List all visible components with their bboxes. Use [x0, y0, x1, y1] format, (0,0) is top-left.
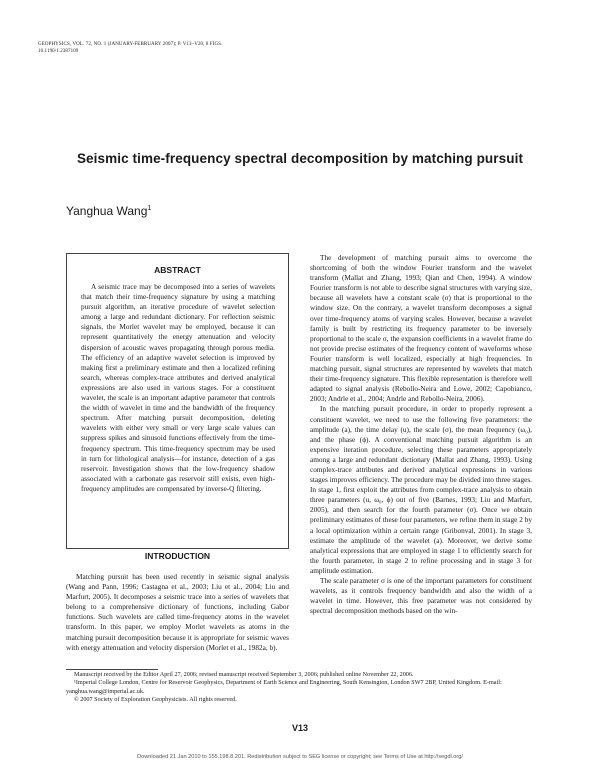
download-notice: Downloaded 21 Jan 2010 to 155.198.8.201. Redistribution subject to SEG license or copyright; see Terms of Use at http://segdl.org/	[137, 754, 463, 760]
author	[66, 204, 151, 218]
journal-header	[38, 42, 222, 55]
footnotes	[66, 671, 532, 705]
body-paragraph: The scale parameter σ is one of the important parameters for constituent wavelets, as it controls frequency bandwidth and also the width of a wavelet in time. However, this free parameter was not considered by spectral decomposition methods based on the win-	[310, 576, 532, 616]
paper-title: Seismic time-frequency spectral decomposition by matching pursuit	[76, 151, 524, 166]
abstract-text: A seismic trace may be decomposed into a series of wavelets that match their time-frequency signature by using a matching pursuit algorithm, an iterative procedure of wavelet selection among a large and redundant dictionary. For reflection seismic signals, the Morlet wavelet may be employed, because it can represent quantitatively the energy attenuation and velocity dispersion of acoustic waves propagating through porous media. The efficiency of an adaptive wavelet selection is improved by making first a preliminary estimate and then a localized refining search, whereas complex-trace attributes and derived analytical expressions are also used in various stages. For a constituent wavelet, the scale is an important adaptive parameter that controls the width of wavelet in time and the bandwidth of the frequency spectrum. After matching pursuit decomposition, deleting wavelets with either very small or very large scale values can suppress spikes and sinusoid functions effectively from the time-frequency spectrum. This time-frequency spectrum may be used in turn for lithological analysis—for instance, detection of a gas reservoir. Investigation shows that the low-frequency shadow associated with a carbonate gas reservoir still exists, even high-frequency amplitudes are compensated by inverse-Q filtering.	[81, 282, 275, 493]
abstract-heading: ABSTRACT	[154, 265, 201, 275]
introduction-heading: INTRODUCTION	[144, 551, 211, 561]
affiliation-note: ¹Imperial College London, Centre for Reservoir Geophysics, Department of Earth Science and Engineering, South Kensington, London SW7 2BP, United Kingdom. E-mail: yanghua.wang@imperial.ac.uk.	[66, 679, 502, 695]
right-column	[310, 253, 532, 616]
received-note: Manuscript received by the Editor April 27, 2006; revised manuscript received September 3, 2006; published online November 22, 2006.	[74, 671, 414, 678]
copyright-note: © 2007 Society of Exploration Geophysicists. All rights reserved.	[74, 696, 237, 704]
affiliation-mark: 1	[147, 205, 152, 212]
body-paragraph: The development of matching pursuit aims to overcome the shortcoming of both the window Fourier transform and the wavelet transform (Mallat and Zhang, 1993; Qian and Chen, 1994). A window Fourier transform is not able to describe signal structures with varying size, because all wavelets have a constant scale (σ) that is proportional to the window size. On the contrary, a wavelet transform decomposes a signal over time-frequency atoms of varying scales. However, because a wavelet family is built by restricting its frequency parameter to be inversely proportional to the scale σ, the expansion coefficients in a wavelet frame do not provide precise estimates of the frequency content of waveforms whose Fourier transform is well localized, especially at high frequencies. In matching pursuit, signal structures are represented by wavelets that match their time-frequency signature. This flexible representation is therefore well adapted to signal analysis (Rebollo-Neira and Lowe, 2002; Capobianco, 2003; Andrle et al., 2004; Andrle and Rebollo-Neira, 2006).	[310, 253, 532, 404]
doi: 10.1190/1.2387109	[38, 48, 79, 54]
footnote-rule	[66, 669, 158, 670]
author-name: Yanghua Wang	[66, 204, 148, 218]
introduction-text: Matching pursuit has been used recently in seismic signal analysis (Wang and Pann, 1996; Castagna et al., 2003; Liu et al., 2004; Liu and Marfurt, 2005). It decomposes a seismic trace into a series of wavelets that belong to a comprehensive dictionary of functions, including Gabor functions. Such wavelets are called time-frequency atoms in the wavelet transform. In this paper, we employ Morlet wavelets as atoms in the matching pursuit decomposition because it is appropriate for seismic waves with energy attenuation and velocity dispersion (Morlet et al., 1982a, b).	[66, 572, 289, 652]
page-number: V13	[291, 723, 308, 733]
body-paragraph: In the matching pursuit procedure, in order to properly represent a constituent wavelet, we need to use the following five parameters: the amplitude (a), the time delay (u), the scale (σ), the mean frequency (ω₀), and the phase (ϕ). A conventional matching pursuit algorithm is an expensive iteration procedure, selecting these parameters appropriately among a large and redundant dictionary (Mallat and Zhang, 1993). Using complex-trace attributes and derived analytical expressions in various stages improves efficiency. The procedure may be divided into three stages. In stage 1, first exploit the attributes from complex-trace analysis to obtain three parameters (u, ω₀, ϕ) out of five (Barnes, 1993; Liu and Marfurt, 2005), and then search for the fourth parameter (σ). Once we obtain preliminary estimates of these four parameters, we refine them in stage 2 by a local optimization within a certain range (Gribonval, 2001). In stage 3, estimate the amplitude of the wavelet (a). Moreover, we derive some analytical expressions that are employed in stage 1 to efficiently search for the fourth parameter, in stage 2 to refine processing and in stage 3 for amplitude estimation.	[310, 404, 532, 575]
journal-citation: GEOPHYSICS, VOL. 72, NO. 1 (JANUARY-FEBRUARY 2007); P. V13–V20, 8 FIGS.	[38, 42, 223, 47]
